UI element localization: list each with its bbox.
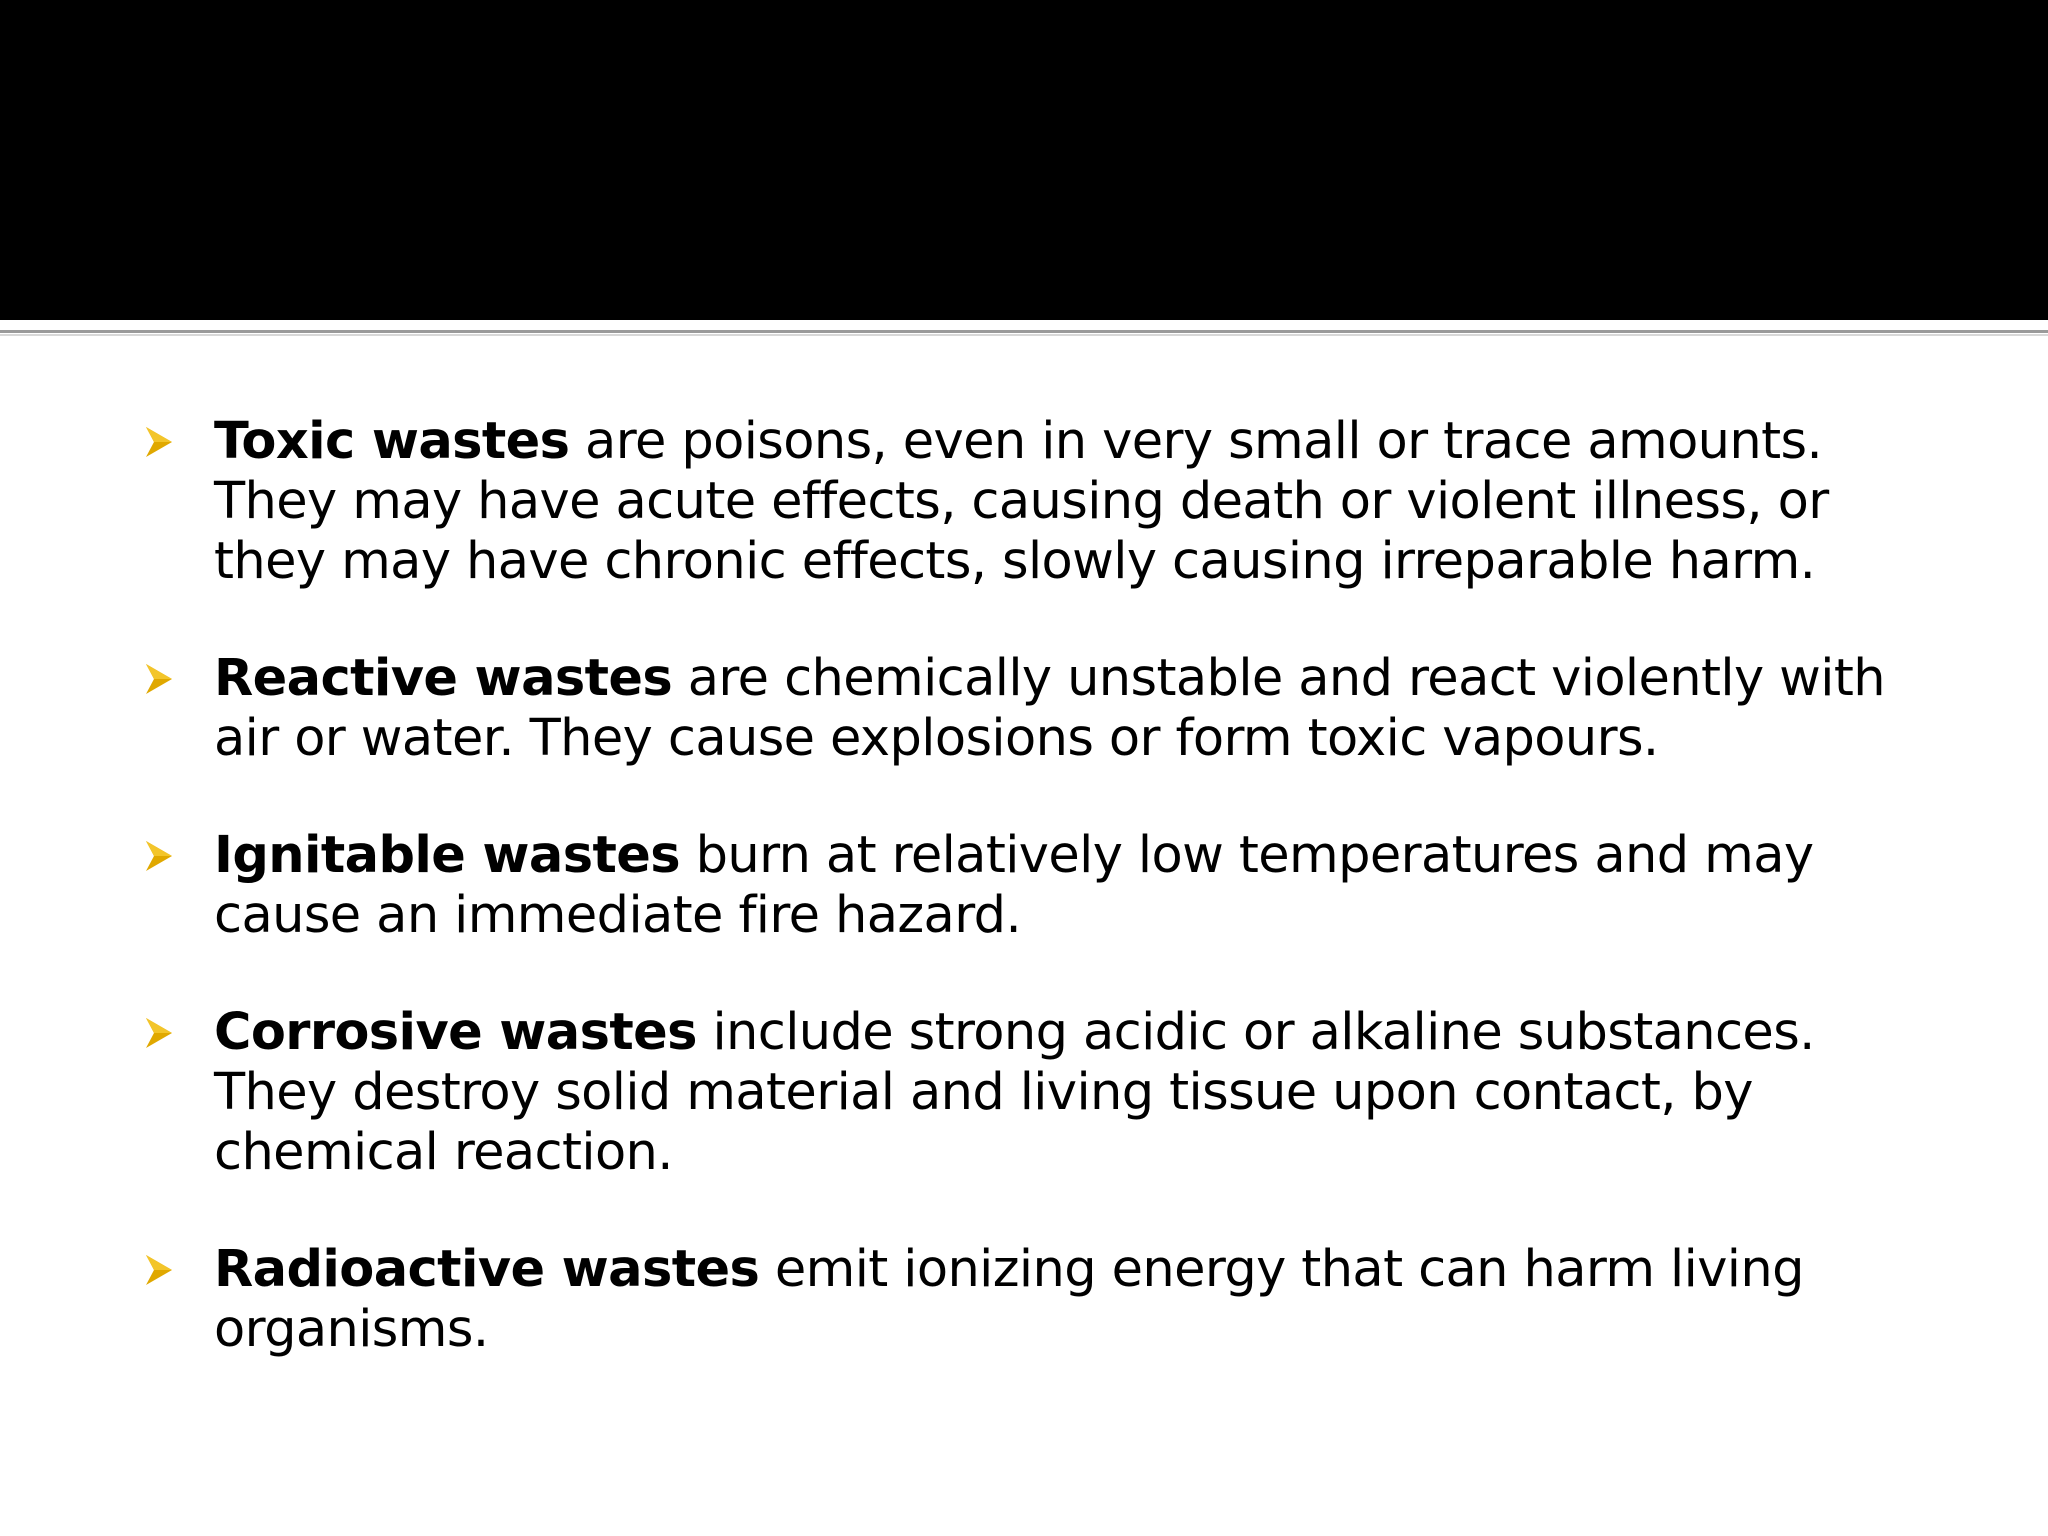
title-divider <box>0 330 2048 333</box>
bullet-radioactive-wastes <box>140 1240 1940 1360</box>
bullet-text: burn at relatively low temperatures and may cause an immediate fire hazard. <box>214 826 1814 945</box>
bullet-reactive-wastes <box>140 649 1940 769</box>
bullet-text: emit ionizing energy that can harm living organisms. <box>214 1240 1804 1359</box>
bullet-term: Corrosive wastes <box>214 1003 697 1062</box>
bullet-term: Ignitable wastes <box>214 826 681 885</box>
bullet-list <box>140 412 1940 1360</box>
arrow-bullet-icon <box>144 1253 174 1287</box>
bullet-ignitable-wastes <box>140 826 1940 946</box>
bullet-text: include strong acidic or alkaline substances. They destroy solid material and living tissue upon contact, by chemical reaction. <box>214 1003 1815 1182</box>
title-bar <box>0 0 2048 320</box>
bullet-text: are poisons, even in very small or trace amounts. They may have acute effects, causing death or violent illness, or they may have chronic effects, slowly causing irreparable harm. <box>214 412 1829 591</box>
arrow-bullet-icon <box>144 662 174 696</box>
arrow-bullet-icon <box>144 1016 174 1050</box>
arrow-bullet-icon <box>144 839 174 873</box>
bullet-text: are chemically unstable and react violently with air or water. They cause explosions or form toxic vapours. <box>214 649 1885 768</box>
bullet-toxic-wastes <box>140 412 1940 592</box>
arrow-bullet-icon <box>144 425 174 459</box>
bullet-corrosive-wastes <box>140 1003 1940 1183</box>
title-divider-shadow <box>0 334 2048 336</box>
bullet-term: Toxic wastes <box>214 412 570 471</box>
bullet-term: Reactive wastes <box>214 649 673 708</box>
bullet-term: Radioactive wastes <box>214 1240 760 1299</box>
